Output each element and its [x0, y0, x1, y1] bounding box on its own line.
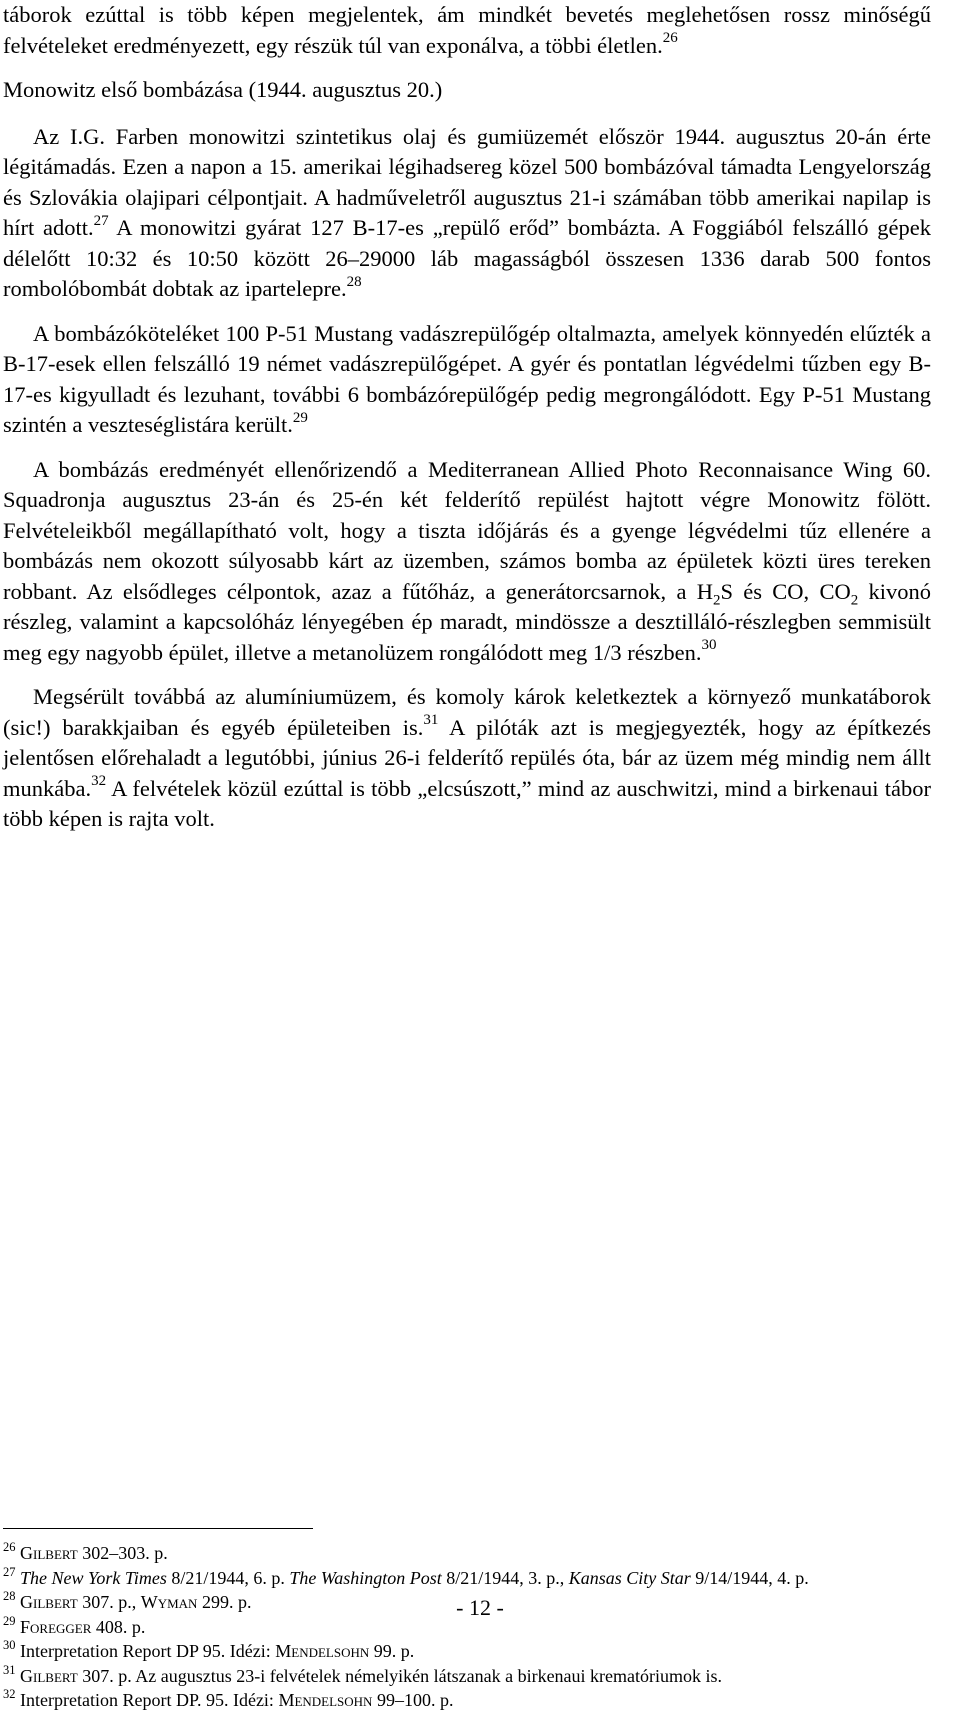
page-number: - 12 - — [456, 1595, 504, 1620]
section-heading: Monowitz első bombázása (1944. augusztus 20.) — [3, 77, 443, 102]
footnote-ref-26[interactable]: 26 — [662, 30, 678, 46]
footnote-ref-32[interactable]: 32 — [91, 773, 107, 789]
paragraph-1: Az I.G. Farben monowitzi szintetikus olaj és gumiüzemét először 1944. augusztus 20-án érte légitámadás. Ezen a napon a 15. amerikai légihadsereg közel 500 bombázóval támadta Lengyelország és Szlovákia olajipari célpontjait. A hadműveletről augusztus 21-i számában több amerikai napilap is hírt adott.$^{27}$ A monowitzi gyárat 127 B-17-es „repülő erőd” bombázta. A Foggiából felszálló gépek délelőtt 10:32 és 10:50 között 26–29000 láb magasságból összesen 1336 darab 500 fontos rombolóbombát dobtak az ipartelepre.$^{28}$ — [3, 123, 932, 301]
footnote-ref-30[interactable]: 30 — [701, 637, 717, 653]
footnote-32: $^{32}$ Interpretation Report DP. 95. Idézi: Mendelsohn 99–100. p. — [3, 1687, 454, 1710]
footnote-ref-28[interactable]: 28 — [346, 273, 362, 290]
footnote-31: $^{31}$ Gilbert 307. p. Az augusztus 23-i felvételek némelyikén látszanak a birkenaui krematóriumok is. — [3, 1662, 723, 1686]
subscript: 2 — [850, 592, 859, 608]
footnote-divider — [3, 1528, 313, 1529]
footnote-26: $^{26}$ Gilbert 302–303. p. — [3, 1540, 168, 1563]
paragraph-3: A bombázás eredményét ellenőrizendő a Mediterranean Allied Photo Reconnaisance Wing 60. Squadronja augusztus 23-án és 25-én két felderítő repülést hajtott végre Monowitz fölött. Felvételeikből megállapítható volt, hogy a tiszta időjárás és a gyenge légvédelmi tűz ellenére a bombázás nem okozott súlyosabb kárt az üzemben, számos bomba az épületek közti üres tereken robbant. Az elsődleges célpontok, azaz a fűtőház, a generátorcsarnok, a $H_2S$ és CO, $CO_2$ kivonó részleg, valamint a kapcsolóház lényegében ép maradt, mindössze a desztilláló-részlegben semmisült meg egy nagyobb épület, illetve a metanolüzem rongálódott meg 1/3 részben.$^{30}$ — [3, 456, 931, 665]
footnotes — [3, 1541, 931, 1713]
paragraph-2: A bombázóköteléket 100 P-51 Mustang vadászrepülőgép oltalmazta, amelyek könnyedén elűzték a B-17-esek ellen felszálló 19 német vadászrepülőgépet. A gyér és pontatlan légvédelmi tűzben egy B-17-es kigyulladt és lezuhant, további 6 bombázórepülőgép pedig megrongálódott. Egy P-51 Mustang szintén a veszteséglistára került.$^{29}$ — [3, 320, 931, 437]
body-text — [3, 0, 931, 835]
intro-text: táborok ezúttal is több képen megjelentek, ám mindkét bevetés meglehetősen rossz minőségű felvételeket eredményezett, egy részük túl van exponálva, a többi életlen. — [3, 2, 931, 58]
footnote-30: $^{30}$ Interpretation Report DP 95. Idézi: Mendelsohn 99. p. — [3, 1638, 415, 1661]
footnote-29: $^{29}$ Foregger 408. p. — [3, 1613, 146, 1637]
paragraph-4: Megsérült továbbá az alumíniumüzem, és komoly károk keletkeztek a környező munkatáborok (sic!) barakkjaiban és egyéb épületeiben is.$^{31}$ A pilóták azt is megjegyezték, hogy az építkezés jelentősen előrehaladt a legutóbbi, június 26-i felderítő repülés óta, bár az üzem még mindig nem állt munkába.$^{32}$ A felvételek közül ezúttal is több „elcsúszott,” mind az auschwitzi, mind a birkenaui tábor több képen is rajta volt. — [3, 684, 931, 831]
intro-paragraph — [3, 0, 931, 61]
footnote-ref-29[interactable]: 29 — [292, 409, 308, 426]
footnote-ref-31[interactable]: 31 — [423, 712, 439, 728]
footnote-28: $^{28}$ Gilbert 307. p., Wyman 299. p. — [3, 1589, 252, 1612]
footnote-27: $^{27}$ The New York Times 8/21/1944, 6. p. The Washington Post 8/21/1944, 3. p., Kansas City Star 9/14/1944, 4. p. — [3, 1564, 809, 1588]
footnote-ref-27[interactable]: 27 — [93, 212, 109, 229]
subscript: 2 — [712, 592, 721, 608]
